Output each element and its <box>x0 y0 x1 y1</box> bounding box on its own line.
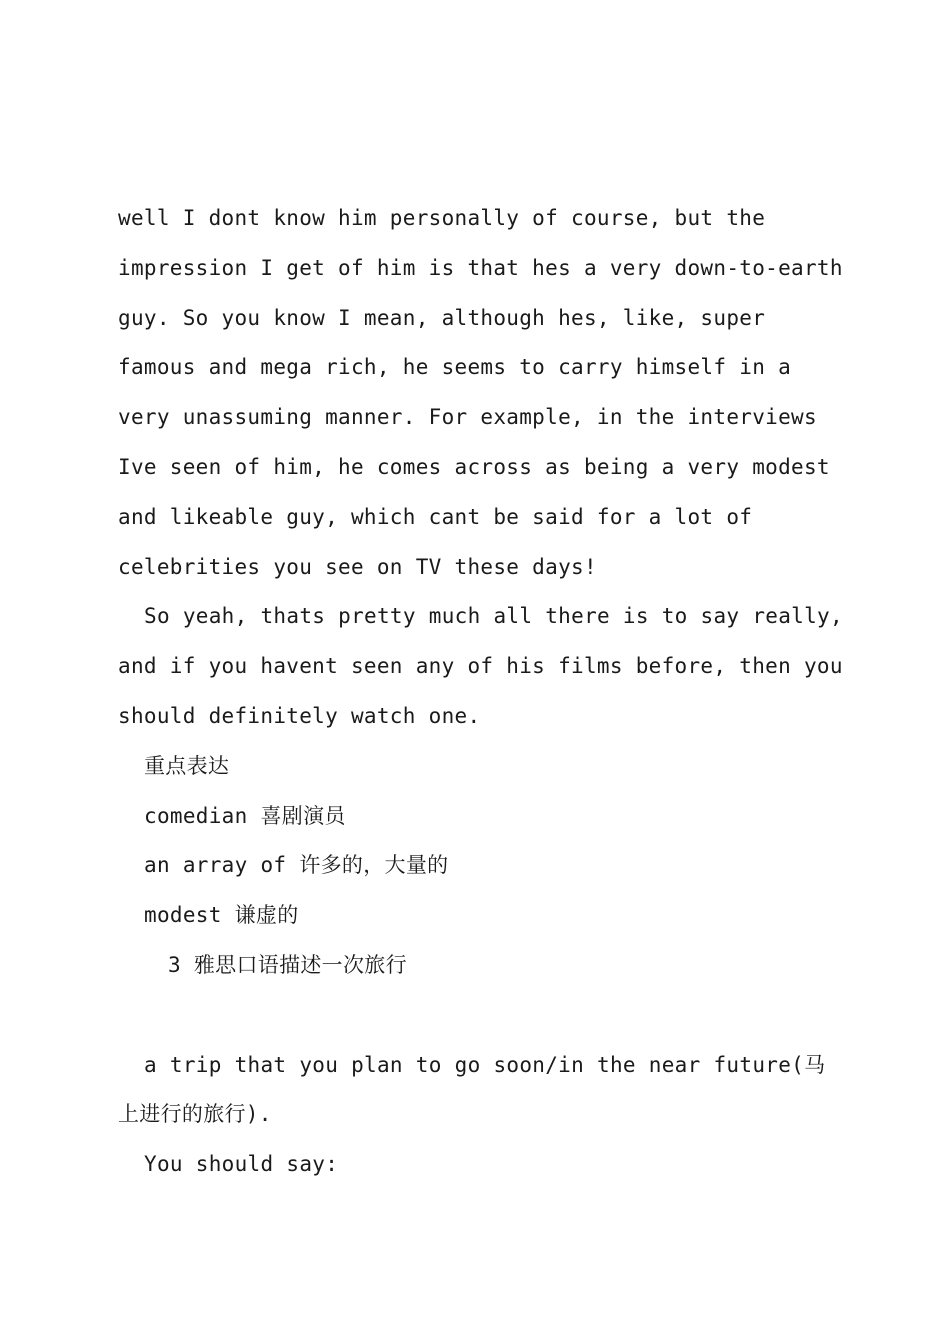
vocab-item: comedian 喜剧演员 <box>144 803 346 828</box>
document-body <box>118 194 848 1190</box>
key-expressions-heading: 重点表达 <box>144 753 230 778</box>
paragraph-line: should definitely watch one. <box>118 703 481 728</box>
vocab-item: an array of 许多的，大量的 <box>144 853 449 878</box>
paragraph-line: well I dont know him personally of course, but the <box>118 206 766 230</box>
paragraph-line: and likeable guy, which cant be said for a lot of <box>118 504 753 529</box>
prompt-line: a trip that you plan to go soon/in the near future(马 <box>144 1052 826 1077</box>
vocab-item: modest 谦虚的 <box>144 903 299 928</box>
instruction-line: You should say: <box>144 1152 339 1177</box>
paragraph-line: guy. So you know I mean, although hes, like, super <box>118 305 766 330</box>
paragraph-line: impression I get of him is that hes a very down-to-earth <box>118 255 843 280</box>
section-title: 3 雅思口语描述一次旅行 <box>168 952 407 977</box>
paragraph-line: Ive seen of him, he comes across as being a very modest <box>118 454 830 479</box>
paragraph-line: very unassuming manner. For example, in the interviews <box>118 405 817 430</box>
prompt-line: 上进行的旅行). <box>118 1102 272 1127</box>
paragraph-line: celebrities you see on TV these days! <box>118 554 597 579</box>
spacer <box>118 991 848 1041</box>
paragraph-line: famous and mega rich, he seems to carry himself in a <box>118 355 792 380</box>
paragraph-line: So yeah, thats pretty much all there is to say really, <box>144 604 843 629</box>
paragraph-line: and if you havent seen any of his films before, then you <box>118 654 843 679</box>
